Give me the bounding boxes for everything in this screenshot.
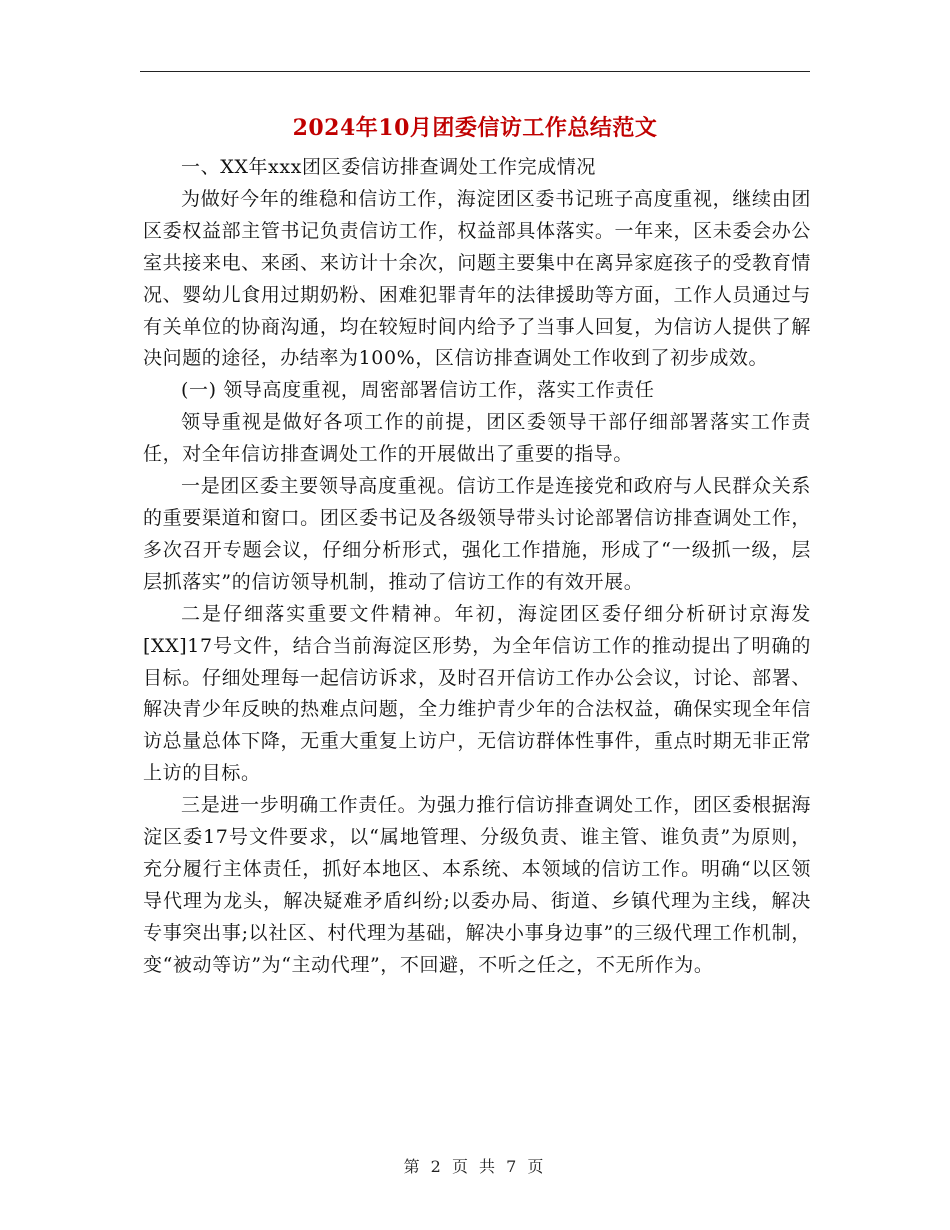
body-paragraph: 三是进一步明确工作责任。为强力推行信访排查调处工作，团区委根据海淀区委17号文件要求，以“属地管理、分级负责、谁主管、谁负责”为原则，充分履行主体责任，抓好本地区、本系统、本领域的信访工作。明确“以区领导代理为龙头，解决疑难矛盾纠纷;以委办局、街道、乡镇代理为主线，解决专事突出事;以社区、村代理为基础，解决小事身边事”的三级代理工作机制，变“被动等访”为“主动代理”，不回避，不听之任之，不无所作为。 (143, 794, 811, 976)
page-footer: 第 2 页 共 7 页 (403, 1157, 547, 1176)
body-paragraph: 一是团区委主要领导高度重视。信访工作是连接党和政府与人民群众关系的重要渠道和窗口。团区委书记及各级领导带头讨论部署信访排查调处工作，多次召开专题会议，仔细分析形式，强化工作措施，形成了“一级抓一级，层层抓落实”的信访领导机制，推动了信访工作的有效开展。 (143, 475, 811, 593)
body-paragraph: 二是仔细落实重要文件精神。年初，海淀团区委仔细分析研讨京海发[XX]17号文件，结合当前海淀区形势，为全年信访工作的推动提出了明确的目标。仔细处理每一起信访诉求，及时召开信访工作办公会议，讨论、部署、解决青少年反映的热难点问题，全力维护青少年的合法权益，确保实现全年信访总量总体下降，无重大重复上访户，无信访群体性事件，重点时期无非正常上访的目标。 (143, 602, 811, 785)
subsection-heading: (一) 领导高度重视，周密部署信访工作，落实工作责任 (181, 379, 655, 402)
body-paragraph: 领导重视是做好各项工作的前提，团区委领导干部仔细部署落实工作责任，对全年信访排查调处工作的开展做出了重要的指导。 (143, 411, 811, 466)
document-title: 2024年10月团委信访工作总结范文 (292, 115, 658, 141)
document-body (143, 152, 811, 982)
header-rule (140, 71, 810, 72)
section-heading: 一、XX年xxx团区委信访排查调处工作完成情况 (181, 156, 596, 178)
body-paragraph: 为做好今年的维稳和信访工作，海淀团区委书记班子高度重视，继续由团区委权益部主管书记负责信访工作，权益部具体落实。一年来，区未委会办公室共接来电、来函、来访计十余次，问题主要集中在离异家庭孩子的受教育情况、婴幼儿食用过期奶粉、困难犯罪青年的法律援助等方面，工作人员通过与有关单位的协商沟通，均在较短时间内给予了当事人回复，为信访人提供了解决问题的途径，办结率为100%，区信访排查调处工作收到了初步成效。 (143, 187, 811, 370)
